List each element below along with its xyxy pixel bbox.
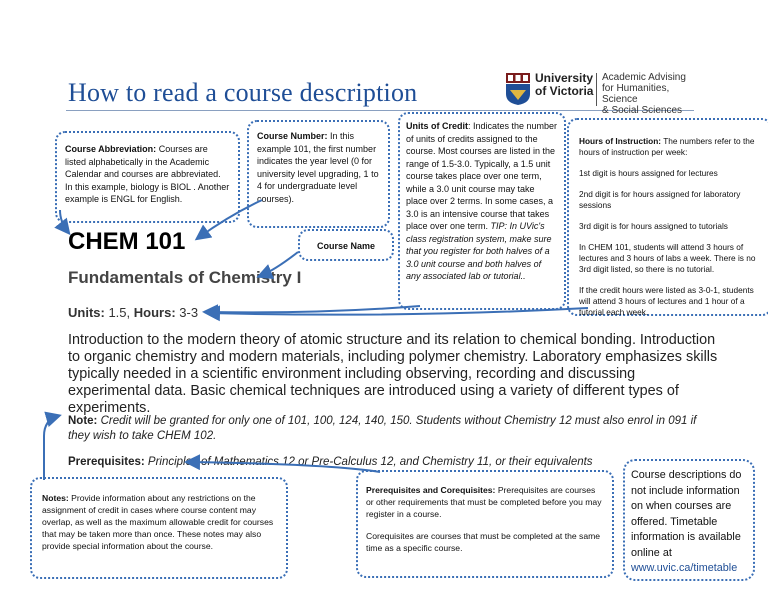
- course-note: Note: Credit will be granted for only one of 101, 100, 124, 140, 150. Students without Chemistry 12 must also enrol in 091 if they wish to take CHEM 102.: [68, 415, 697, 442]
- callout-timetable: Course descriptions do not include information on when courses are offered. Timetable information is available online at www.uvic.ca/timetable: [623, 459, 755, 581]
- logo-divider: [596, 73, 597, 106]
- hours-example-2: If the credit hours were listed as 3-0-1, students will attend 3 hours of lectures and 1 hour of a tutorial each week.: [579, 285, 754, 317]
- page-title: How to read a course description: [68, 78, 418, 107]
- hours-digit-2: 2nd digit is for hours assigned for laboratory sessions: [579, 189, 741, 210]
- uvic-crest-icon: [505, 72, 531, 106]
- units-hours-line: Units: 1.5, Hours: 3-3: [68, 305, 199, 320]
- title-divider: [66, 110, 694, 111]
- course-code: CHEM 101: [68, 228, 186, 255]
- callout-prerequisites-corequisites: Prerequisites and Corequisites: Prerequisites are courses or other requirements that must be completed before you may register in a course. Corequisites are courses that must be completed at the same time as a specific course.: [356, 470, 614, 578]
- timetable-link[interactable]: www.uvic.ca/timetable: [631, 562, 738, 574]
- course-title: Fundamentals of Chemistry I: [68, 268, 302, 287]
- course-description: Introduction to the modern theory of atomic structure and its relation to chemical bonding. Introduction to organic chemistry and modern materials, including polymer chemistry. Laboratory emphasizes skills typically needed in a scientific environment including observing, recording and discussing experimental data. Basic chemical techniques are introduced using a variety of different types of experiments.: [68, 332, 718, 416]
- course-prerequisites: Prerequisites: Principles of Mathematics 12 or Pre-Calculus 12, and Chemistry 11, or their equivalents: [68, 456, 593, 468]
- callout-course-abbreviation: Course Abbreviation: Courses are listed alphabetically in the Academic Calendar and courses are abbreviated. In this example, biology is BIOL . Another example is ENGL for English.: [55, 131, 240, 223]
- hours-example: In CHEM 101, students will attend 3 hours of lectures and 3 hours of labs a week. There is no 3rd digit listed, so there is no tutorial.: [579, 242, 756, 274]
- callout-course-name: Course Name: [298, 229, 394, 261]
- arrow-credit: [206, 306, 420, 312]
- callout-units-of-credit: Units of Credit: Indicates the number of units of credits assigned to the course. Most courses are listed in the range of 1.5-3.0. Typically, a 1.5 unit course takes place over one term, while a 3.0 unit course may take place over 2 terms. In some cases, a 3.0 is an intensive course that takes place over one term. TIP: In UVic's class registration system, make sure that you register for both halves of a 3.0 unit course and both halves of any associated lab or tutorial..: [398, 112, 566, 310]
- callout-hours-of-instruction: Hours of Instruction: The numbers refer to the hours of instruction per week: 1st digit is hours assigned for lectures 2nd digit is for hours assigned for laboratory sessions 3rd digit is for hours assigned to tutorials In CHEM 101, students will attend 3 hours of lectures and 3 hours of labs a week. There is no 3rd digit listed, so there is no tutorial. If the credit hours were listed as 3-0-1, students will attend 3 hours of lectures and 1 hour of a tutorial each week.: [567, 118, 768, 316]
- hours-digit-3: 3rd digit is for hours assigned to tutorials: [579, 221, 728, 231]
- uvic-logo: [505, 71, 705, 116]
- callout-notes: Notes: Provide information about any restrictions on the assignment of credit in cases where course content may overlap, as well as the maximum allowable credit for courses that may be taken more than once. These notes may also provide special information about the course.: [30, 477, 288, 579]
- arrow-notes: [44, 416, 58, 480]
- callout-course-number: Course Number: In this example 101, the first number indicates the year level (0 for university level upgrading, 1 to 4 for undergraduate level courses).: [247, 120, 390, 228]
- university-name: University of Victoria: [535, 71, 594, 98]
- advising-unit-name: Academic Advising for Humanities, Science & Social Sciences: [602, 72, 686, 116]
- hours-digit-1: 1st digit is hours assigned for lectures: [579, 168, 718, 178]
